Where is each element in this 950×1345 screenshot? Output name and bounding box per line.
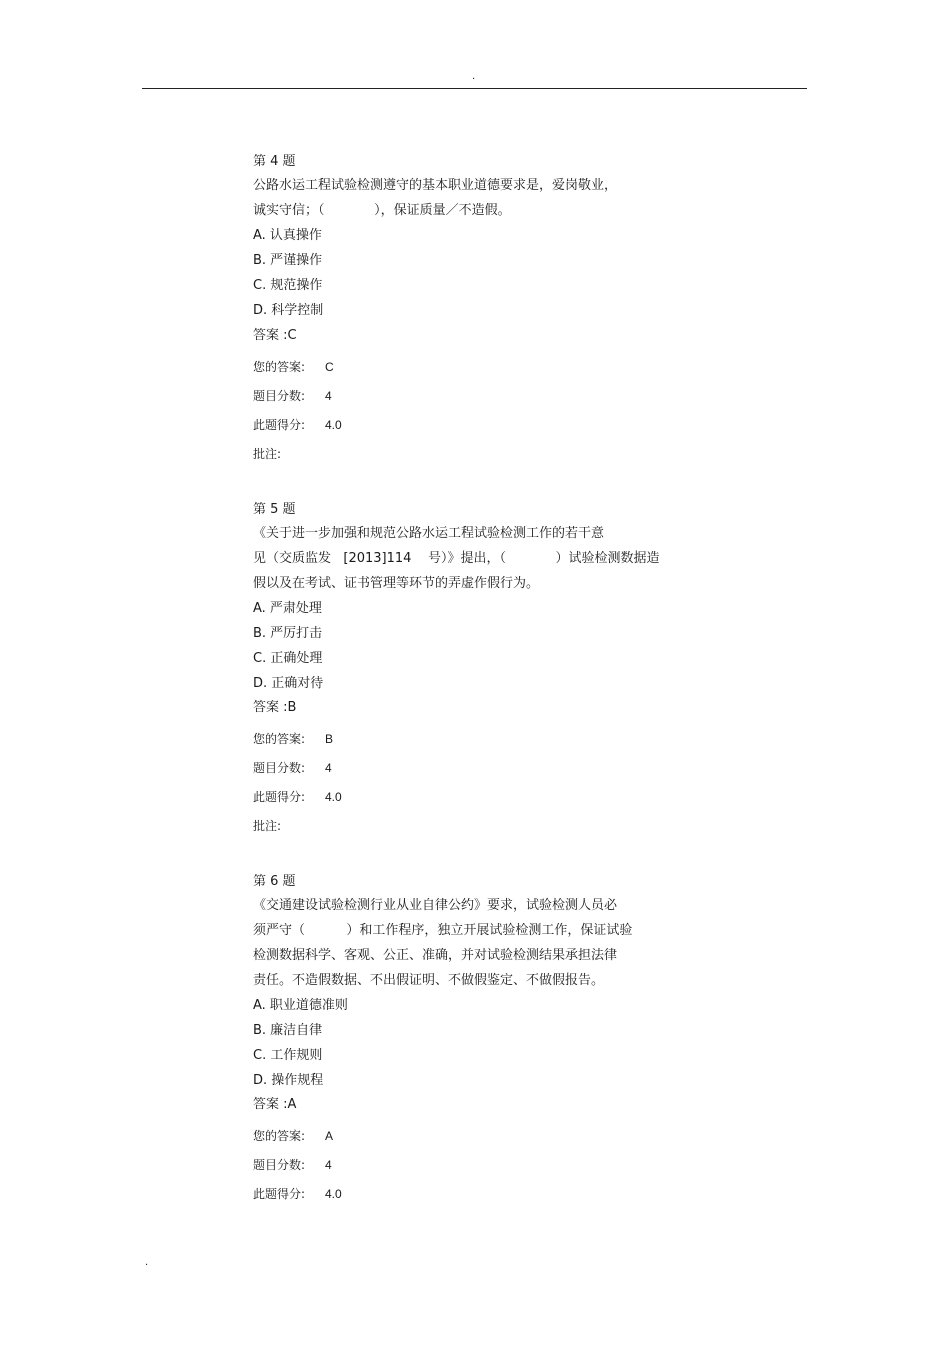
your-answer-row [253,359,673,375]
option-b: B. 严谨操作 [253,253,323,268]
score-value: 4 [325,761,332,775]
question-text-line: 诚实守信；（ ），保证质量／不造假。 [253,203,511,218]
your-answer-label: 您的答案: [253,360,306,374]
option-b: B. 严厉打击 [253,626,323,641]
question-4 [253,154,673,462]
question-title: 第 6 题 [253,874,296,889]
earned-value: 4.0 [325,790,342,804]
score-value: 4 [325,1158,332,1172]
your-answer-value: B [325,732,334,746]
comment-row [253,446,673,462]
earned-value: 4.0 [325,418,342,432]
option-d: D. 操作规程 [253,1073,324,1088]
question-text-line: 假以及在考试、证书管理等环节的弄虚作假行为。 [253,576,540,591]
option-d: D. 正确对待 [253,676,324,691]
earned-row [253,789,673,805]
earned-label: 此题得分: [253,418,306,432]
earned-row [253,1186,673,1202]
option-c: C. 规范操作 [253,278,323,293]
comment-label: 批注: [253,819,282,833]
header-rule [142,88,807,89]
score-label: 题目分数: [253,761,306,775]
option-a: A. 认真操作 [253,228,322,243]
question-text-line: 《交通建设试验检测行业从业自律公约》要求，试验检测人员必 [253,898,618,913]
question-5 [253,502,673,834]
earned-row [253,417,673,433]
question-text-line: 检测数据科学、客观、公正、准确，并对试验检测结果承担法律 [253,948,618,963]
your-answer-row [253,731,673,747]
question-text-line: 责任。不造假数据、不出假证明、不做假鉴定、不做假报告。 [253,973,605,988]
your-answer-value: C [325,360,334,374]
your-answer-label: 您的答案: [253,732,306,746]
earned-label: 此题得分: [253,1187,306,1201]
question-text-line: 《关于进一步加强和规范公路水运工程试验检测工作的若干意 [253,526,605,541]
question-title: 第 4 题 [253,154,296,169]
score-value: 4 [325,389,332,403]
question-6 [253,874,673,1202]
option-d: D. 科学控制 [253,303,324,318]
earned-label: 此题得分: [253,790,306,804]
your-answer-label: 您的答案: [253,1129,306,1143]
question-text-line: 见（交质监发 [2013]114 号）》提出，（ ）试验检测数据造 [253,551,660,566]
correct-answer: 答案 :C [253,328,297,343]
option-a: A. 严肃处理 [253,601,322,616]
correct-answer: 答案 :B [253,700,297,715]
question-text-line: 公路水运工程试验检测遵守的基本职业道德要求是，爱岗敬业， [253,178,618,193]
your-answer-value: A [325,1129,334,1143]
header-dot: . [472,71,476,82]
question-title: 第 5 题 [253,502,296,517]
footer-dot: . [145,1257,149,1268]
correct-answer: 答案 :A [253,1097,297,1112]
earned-value: 4.0 [325,1187,342,1201]
question-text-line: 须严守（ ）和工作程序，独立开展试验检测工作，保证试验 [253,923,633,938]
option-a: A. 职业道德准则 [253,998,348,1013]
score-row [253,760,673,776]
option-b: B. 廉洁自律 [253,1023,323,1038]
your-answer-row [253,1128,673,1144]
score-row [253,388,673,404]
option-c: C. 正确处理 [253,651,323,666]
score-row [253,1157,673,1173]
comment-row [253,818,673,834]
score-label: 题目分数: [253,389,306,403]
score-label: 题目分数: [253,1158,306,1172]
comment-label: 批注: [253,447,282,461]
option-c: C. 工作规则 [253,1048,323,1063]
